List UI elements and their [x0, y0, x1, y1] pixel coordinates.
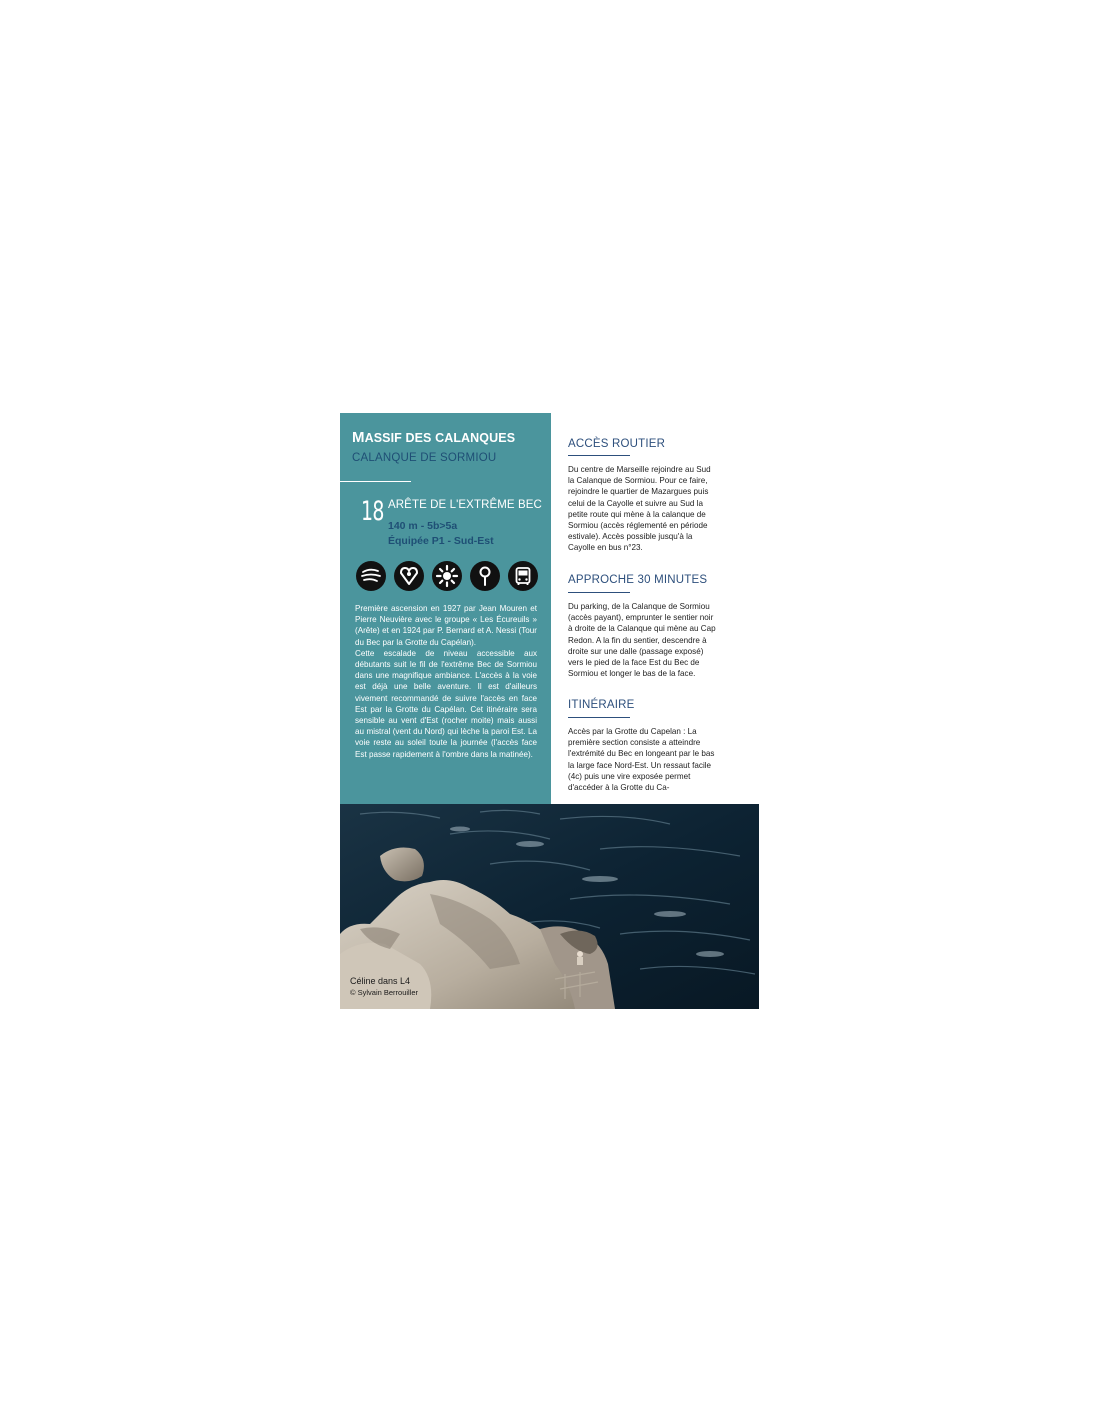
itineraire-text: Accès par la Grotte du Capelan : La première section consiste a atteindre l'extrémité du Bec en longeant par le bas la large face Nord-Est. Un ressaut facile (4c) puis une vire exposée permet d'accéder à la Grotte du Ca-: [568, 727, 715, 793]
itineraire-heading: ITINÉRAIRE: [568, 699, 635, 711]
route-stats: [388, 519, 494, 548]
route-equipment-orientation: Équipée P1 - Sud-Est: [388, 534, 494, 547]
header-divider: [340, 481, 411, 482]
info-icons-row: [356, 561, 538, 591]
sun-icon: [432, 561, 462, 591]
acces-routier-rule: [568, 455, 630, 456]
massif-title: [352, 429, 515, 446]
photo-credit: © Sylvain Berrouiller: [350, 988, 419, 997]
location-pin-icon: [470, 561, 500, 591]
intro-description: Cette escalade de niveau accessible aux débutants suit le fil de l'extrême Bec de Sormiou dans une magnifique ambiance. L'accès à la voie est déjà une belle aventure. Il est d'ailleurs vivement recommandé de suivre l'accès en face Est par la Grotte du Capélan. Cet itinéraire sera sensible au vent d'Est (rocher moite) mais aussi au mistral (vent du Nord) qui lèche la paroi Est. La voie reste au soleil toute la journée (l'accès face Est passe rapidement à l'ombre dans la matinée).: [355, 648, 537, 759]
photo-caption: [350, 975, 418, 999]
itineraire-rule: [568, 717, 630, 718]
route-info-panel: [340, 413, 551, 804]
acces-routier-text: Du centre de Marseille rejoindre au Sud la Calanque de Sormiou. Pour ce faire, rejoindre le quartier de Mazargues puis celui de la Cayolle et suivre au Sud la petite route qui mène à la calanque de Sormiou (accès réglementé en période estivale). Accès possible jusqu'à la Cayolle en bus n°23.: [568, 465, 711, 553]
route-number: 18: [361, 496, 384, 527]
approche-rule: [568, 592, 630, 593]
route-introduction: [355, 603, 537, 760]
approche-text: Du parking, de la Calanque de Sormiou (accès payant), emprunter le sentier noir à droite de la Calanque qui mène au Cap Redon. A la fin du sentier, descendre à droite sur une dalle (passage exposé) vers le pied de la face Est du Bec de Sormiou et longer le bas de la face.: [568, 602, 716, 679]
topo-page: [340, 413, 759, 1009]
climber-heart-icon: [394, 561, 424, 591]
route-name: ARÊTE DE L'EXTRÊME BEC: [388, 499, 542, 511]
intro-history: Première ascension en 1927 par Jean Mouren et Pierre Neuvière avec le groupe « Les Écureuils » (Arête) et en 1924 par P. Bernard et A. Nessi (Tour du Bec par la Grotte du Capélan).: [355, 604, 537, 647]
acces-routier-heading: ACCÈS ROUTIER: [568, 438, 666, 450]
approche-heading: APPROCHE 30 MINUTES: [568, 574, 708, 586]
calanque-subtitle: CALANQUE DE SORMIOU: [352, 452, 497, 464]
massif-title-initial: M: [352, 429, 365, 446]
massif-title-rest: ASSIF DES CALANQUES: [364, 431, 516, 445]
route-length-grade: 140 m - 5b>5a: [388, 520, 458, 532]
route-photo: [340, 804, 759, 1009]
wind-icon: [356, 561, 386, 591]
bus-icon: [508, 561, 538, 591]
photo-caption-text: Céline dans L4: [350, 976, 411, 986]
